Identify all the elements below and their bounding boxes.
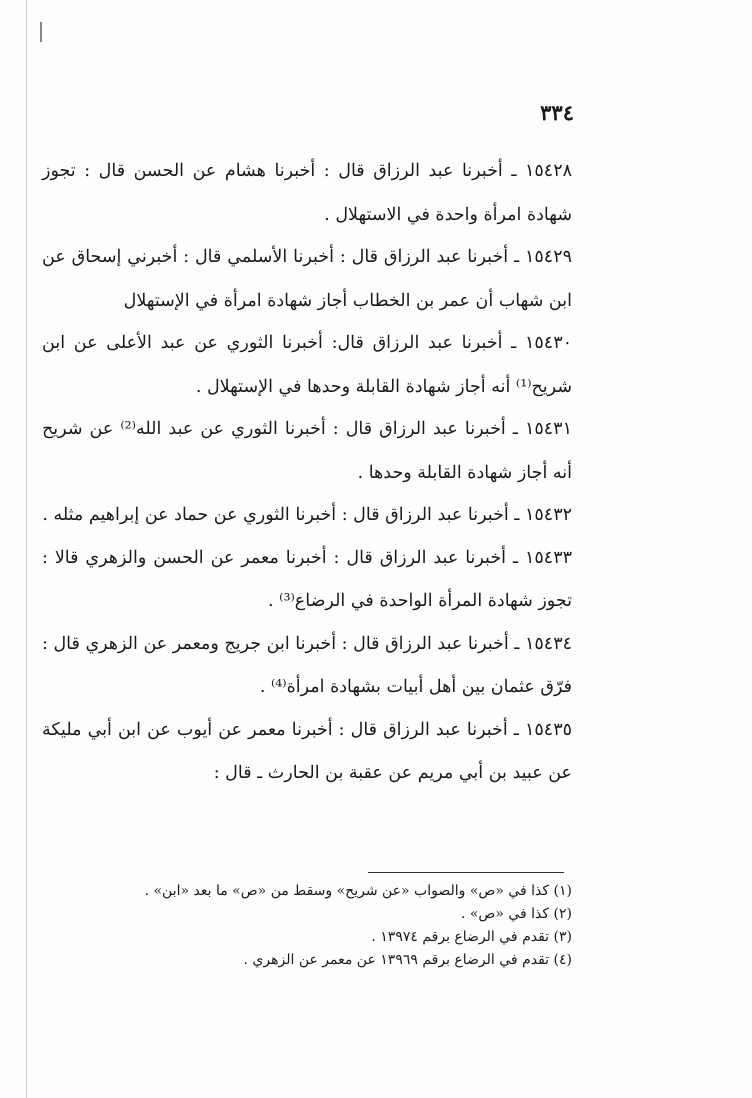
footnote-text: تقدم في الرضاع برقم ١٣٩٦٩ عن معمر عن الزهري . xyxy=(243,952,550,968)
footnote-4 xyxy=(42,949,572,972)
hadith-15433: ١٥٤٣٣ ـ أخبرنا عبد الرزاق قال : أخبرنا معمر عن الحسن والزهري قالا : تجوز شهادة المرأة الواحدة في الرضاع⁽³⁾ . xyxy=(42,547,572,611)
footnote-number: (٣) xyxy=(553,929,572,945)
footnote-text: تقدم في الرضاع برقم ١٣٩٧٤ . xyxy=(371,929,550,945)
hadith-15431: ١٥٤٣١ ـ أخبرنا عبد الرزاق قال : أخبرنا الثوري عن عبد الله⁽²⁾ عن شريح أنه أجاز شهادة القابلة وحدها . xyxy=(42,419,572,483)
hadith-15432: ١٥٤٣٢ ـ أخبرنا عبد الرزاق قال : أخبرنا الثوري عن حماد عن إبراهيم مثله . xyxy=(42,505,572,525)
footnote-number: (٢) xyxy=(553,906,572,922)
hadith-15430: ١٥٤٣٠ ـ أخبرنا عبد الرزاق قال: أخبرنا الثوري عن عبد الأعلى عن ابن شريح⁽¹⁾ أنه أجاز شهادة القابلة وحدها في الإستهلال . xyxy=(42,333,572,397)
footnote-2 xyxy=(42,903,572,926)
footnote-number: (٤) xyxy=(553,952,572,968)
footnote-number: (١) xyxy=(553,883,572,899)
hadith-15434: ١٥٤٣٤ ـ أخبرنا عبد الرزاق قال : أخبرنا ابن جريج ومعمر عن الزهري قال : فرّق عثمان بين أهل أبيات بشهادة امرأة⁽⁴⁾ . xyxy=(42,633,572,697)
hadith-15429: ١٥٤٢٩ ـ أخبرنا عبد الرزاق قال : أخبرنا الأسلمي قال : أخبرني إسحاق عن ابن شهاب أن عمر بن الخطاب أجاز شهادة امرأة في الإستهلال xyxy=(42,247,572,311)
footnote-separator xyxy=(368,872,564,873)
footnote-text: كذا في «ص» والصواب «عن شريح» وسقط من «ص» ما بعد «ابن» . xyxy=(144,883,550,899)
hadith-15435: ١٥٤٣٥ ـ أخبرنا عبد الرزاق قال : أخبرنا معمر عن أيوب عن ابن أبي مليكة عن عبيد بن أبي مريم عن عقبة بن الحارث ـ قال : xyxy=(42,719,572,783)
footnote-text: كذا في «ص» . xyxy=(460,906,550,922)
footnotes xyxy=(42,880,572,972)
binding-mark xyxy=(40,22,42,42)
page-binding-edge xyxy=(26,0,27,1098)
footnote-3 xyxy=(42,926,572,949)
hadith-list xyxy=(42,150,572,796)
footnote-1 xyxy=(42,880,572,903)
hadith-15428: ١٥٤٢٨ ـ أخبرنا عبد الرزاق قال : أخبرنا هشام عن الحسن قال : تجوز شهادة امرأة واحدة في الاستهلال . xyxy=(42,161,572,225)
page-number: ٣٣٤ xyxy=(540,100,574,125)
